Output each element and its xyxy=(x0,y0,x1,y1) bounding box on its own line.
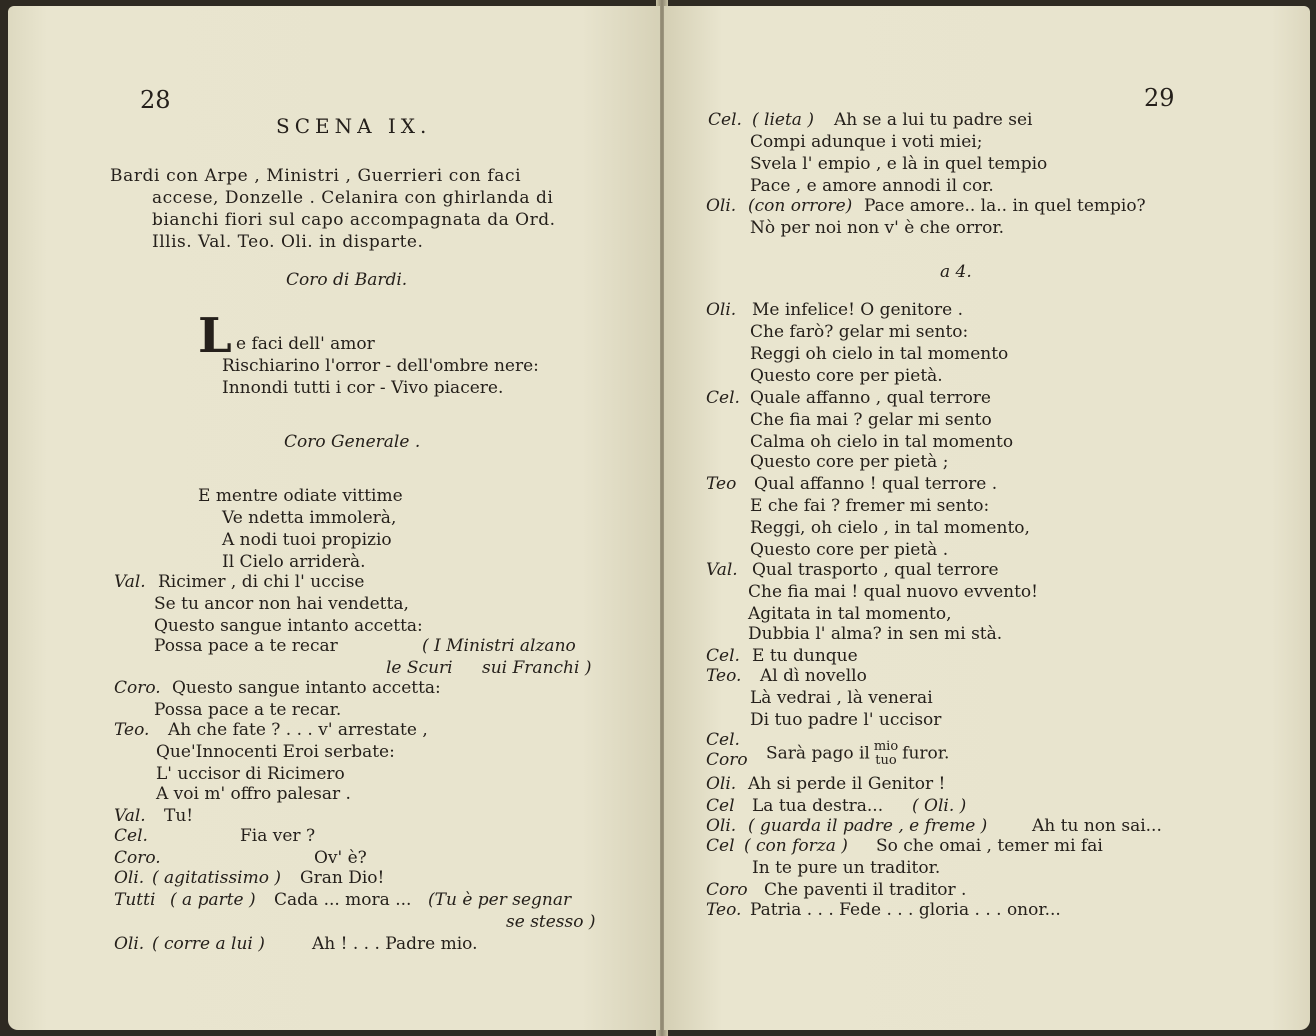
speaker-label: Oli. xyxy=(706,196,737,216)
verse-line: Possa pace a te recar. xyxy=(154,700,342,720)
verse-line: Questo core per pietà . xyxy=(750,540,949,560)
verse-line: Ah tu non sai... xyxy=(1032,816,1162,836)
speaker-label: Coro xyxy=(706,750,748,770)
speaker-label: Oli. xyxy=(706,816,737,836)
speaker-label: Teo. xyxy=(114,720,150,740)
verse-text: furor. xyxy=(902,743,950,764)
stage-direction: ( agitatissimo ) xyxy=(152,868,282,888)
verse-line: Ah si perde il Genitor ! xyxy=(748,774,946,794)
speaker-label: Teo. xyxy=(706,900,742,920)
verse-line: Questo core per pietà. xyxy=(750,366,943,386)
verse-line: Pace amore.. la.. in quel tempio? xyxy=(864,196,1146,216)
page-number-right: 29 xyxy=(1144,84,1175,112)
verse-line: Ov' è? xyxy=(314,848,367,868)
verse-line: Que'Innocenti Eroi serbate: xyxy=(156,742,395,762)
verse-line: Reggi oh cielo in tal momento xyxy=(750,344,1009,364)
verse-line: E mentre odiate vittime xyxy=(198,486,403,506)
stage-direction: ( I Ministri alzano xyxy=(422,636,576,656)
speaker-label: Coro xyxy=(706,880,748,900)
verse-line: Se tu ancor non hai vendetta, xyxy=(154,594,409,614)
drop-cap: L xyxy=(198,308,232,364)
verse-line: Là vedrai , là venerai xyxy=(750,688,933,708)
verse-text: Sarà pago il xyxy=(766,743,870,764)
verse-line: E tu dunque xyxy=(752,646,858,666)
verse-line: E che fai ? fremer mi sento: xyxy=(750,496,990,516)
speaker-label: Cel xyxy=(706,796,735,816)
verse-line: Il Cielo arriderà. xyxy=(222,552,366,572)
speaker-label: Oli. xyxy=(706,300,737,320)
verse-line: Questo core per pietà ; xyxy=(750,452,949,472)
stage-direction: ( Oli. ) xyxy=(912,796,967,816)
verse-line: A nodi tuoi propizio xyxy=(222,530,392,550)
verse-line: Nò per noi non v' è che orror. xyxy=(750,218,1005,238)
verse-line: Di tuo padre l' uccisor xyxy=(750,710,942,730)
verse-line: Pace , e amore annodi il cor. xyxy=(750,176,994,196)
verse-line: Compi adunque i voti miei; xyxy=(750,132,983,152)
chorus-heading: Coro Generale . xyxy=(284,432,421,452)
speaker-label: Coro. xyxy=(114,678,161,698)
stage-direction-line: Bardi con Arpe , Ministri , Guerrieri con faci xyxy=(110,166,522,186)
verse-line: Ah se a lui tu padre sei xyxy=(834,110,1033,130)
verse-line: Ah ! . . . Padre mio. xyxy=(312,934,478,954)
stage-direction: ( lieta ) xyxy=(752,110,814,130)
page-number-left: 28 xyxy=(140,86,171,114)
verse-line: Patria . . . Fede . . . gloria . . . onor... xyxy=(750,900,1061,920)
stage-direction: ( corre a lui ) xyxy=(152,934,265,954)
stage-direction-line: bianchi fiori sul capo accompagnata da Ord. xyxy=(152,210,556,230)
verse-line: Qual affanno ! qual terrore . xyxy=(754,474,998,494)
speaker-label: Cel. xyxy=(706,388,740,408)
verse-line: Dubbia l' alma? in sen mi stà. xyxy=(748,624,1003,644)
verse-line: Possa pace a te recar xyxy=(154,636,338,656)
speaker-label: Val. xyxy=(706,560,738,580)
alternative-bracket xyxy=(874,740,898,768)
verse-line: In te pure un traditor. xyxy=(752,858,941,878)
verse-line: Che fia mai ? gelar mi sento xyxy=(750,410,992,430)
stage-direction: ( guarda il padre , e freme ) xyxy=(748,816,988,836)
verse-line: A voi m' offro palesar . xyxy=(156,784,351,804)
verse-line xyxy=(766,740,949,768)
stage-direction: ( a parte ) xyxy=(170,890,256,910)
stage-direction: (Tu è per segnar xyxy=(428,890,572,910)
verse-line: Questo sangue intanto accetta: xyxy=(172,678,441,698)
chorus-heading: Coro di Bardi. xyxy=(286,270,408,290)
verse-line: Tu! xyxy=(164,806,194,826)
verse-line: e faci dell' amor xyxy=(236,334,375,354)
speaker-label: Cel xyxy=(706,836,735,856)
verse-line: Quale affanno , qual terrore xyxy=(750,388,991,408)
speaker-label: Cel. xyxy=(114,826,148,846)
left-page xyxy=(8,6,660,1030)
verse-line: Che fia mai ! qual nuovo evvento! xyxy=(748,582,1038,602)
stage-direction: se stesso ) xyxy=(506,912,596,932)
verse-line: Gran Dio! xyxy=(300,868,385,888)
verse-line: Qual trasporto , qual terrore xyxy=(752,560,999,580)
verse-line: Ah che fate ? . . . v' arrestate , xyxy=(168,720,428,740)
verse-line: La tua destra... xyxy=(752,796,884,816)
speaker-label: Teo. xyxy=(706,666,742,686)
verse-line: Me infelice! O genitore . xyxy=(752,300,964,320)
speaker-label: Coro. xyxy=(114,848,161,868)
speaker-label: Oli. xyxy=(114,934,145,954)
speaker-label: Val. xyxy=(114,572,146,592)
verse-line: Ricimer , di chi l' uccise xyxy=(158,572,365,592)
stage-direction: ( con forza ) xyxy=(744,836,848,856)
right-page xyxy=(664,6,1310,1030)
scene-heading: SCENA IX. xyxy=(276,114,432,138)
verse-line: Rischiarino l'orror - dell'ombre nere: xyxy=(222,356,539,376)
verse-line: L' uccisor di Ricimero xyxy=(156,764,345,784)
speaker-label: Val. xyxy=(114,806,146,826)
verse-line: Cada ... mora ... xyxy=(274,890,412,910)
ensemble-heading: a 4. xyxy=(940,262,972,282)
verse-line: Calma oh cielo in tal momento xyxy=(750,432,1014,452)
stage-direction-line: accese, Donzelle . Celanira con ghirlanda di xyxy=(152,188,554,208)
speaker-label: Cel. xyxy=(708,110,742,130)
verse-line: Questo sangue intanto accetta: xyxy=(154,616,423,636)
verse-line: Svela l' empio , e là in quel tempio xyxy=(750,154,1048,174)
verse-line: So che omai , temer mi fai xyxy=(876,836,1103,856)
speaker-label: Oli. xyxy=(706,774,737,794)
verse-line: Al dì novello xyxy=(760,666,867,686)
speaker-label: Cel. xyxy=(706,730,740,750)
verse-line: Che paventi il traditor . xyxy=(764,880,967,900)
stage-direction: le Scuri xyxy=(386,658,453,678)
verse-line: Reggi, oh cielo , in tal momento, xyxy=(750,518,1030,538)
verse-line: Innondi tutti i cor - Vivo piacere. xyxy=(222,378,504,398)
speaker-label: Tutti xyxy=(114,890,156,910)
alternative-word: mio xyxy=(873,739,899,754)
stage-direction: sui Franchi ) xyxy=(482,658,592,678)
speaker-label: Cel. xyxy=(706,646,740,666)
verse-line: Agitata in tal momento, xyxy=(748,604,952,624)
verse-line: Ve ndetta immolerà, xyxy=(222,508,397,528)
stage-direction: (con orrore) xyxy=(748,196,853,216)
verse-line: Che farò? gelar mi sento: xyxy=(750,322,969,342)
verse-line: Fia ver ? xyxy=(240,826,316,846)
alternative-word: tuo xyxy=(875,753,897,768)
stage-direction-line: Illis. Val. Teo. Oli. in disparte. xyxy=(152,232,424,252)
speaker-label: Teo xyxy=(706,474,737,494)
speaker-label: Oli. xyxy=(114,868,145,888)
